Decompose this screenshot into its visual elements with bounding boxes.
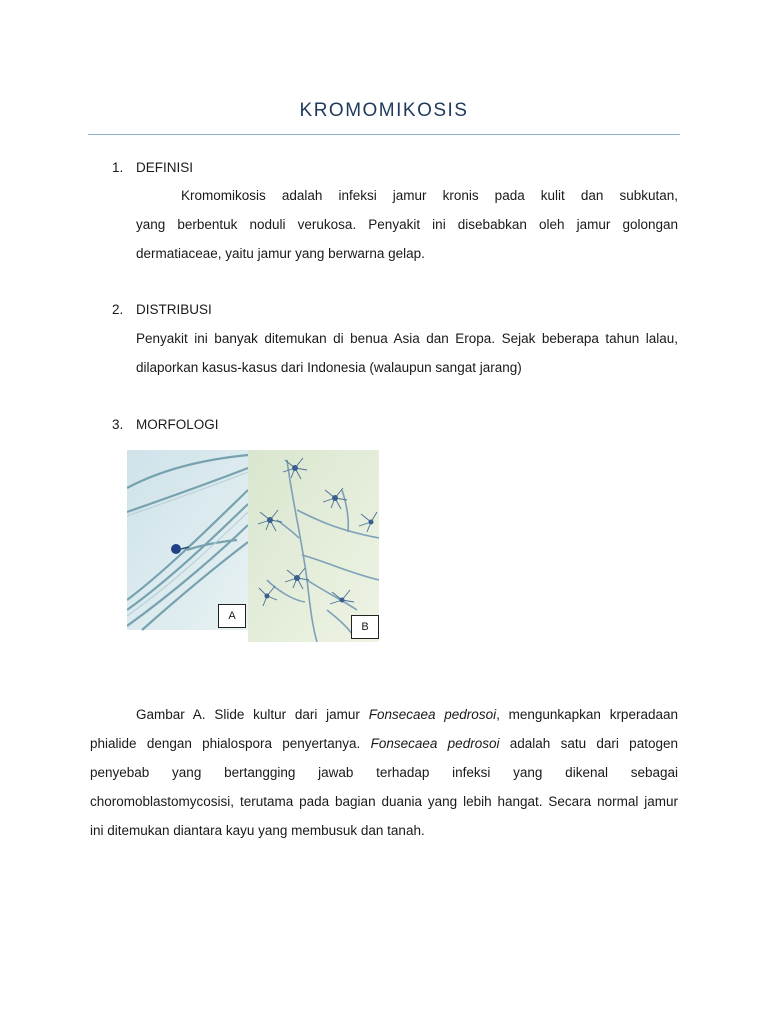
distribusi-paragraph xyxy=(136,324,678,382)
section-number: 1. xyxy=(112,160,124,175)
caption-text: Gambar A. Slide kultur dari jamur xyxy=(136,707,369,722)
species-name: Fonsecaea pedrosoi xyxy=(370,736,500,751)
paragraph-line: dermatiaceae, yaitu jamur yang berwarna gelap. xyxy=(136,246,425,261)
paragraph-line: dilaporkan kasus-kasus dari Indonesia (walaupun sangat jarang) xyxy=(136,360,522,375)
caption-text: , mengunkapkan krperadaan xyxy=(496,707,678,722)
title-divider xyxy=(88,134,680,135)
caption-text: phialide dengan phialospora penyertanya. xyxy=(90,736,371,751)
figure-label-a: A xyxy=(218,604,246,628)
figure-label-b: B xyxy=(351,615,379,639)
paragraph-line: choromoblastomycosisi, terutama pada bagian duania yang lebih hangat. Secara normal jamur xyxy=(90,794,678,809)
species-name: Fonsecaea pedrosoi xyxy=(368,707,497,722)
section-heading-morfologi: MORFOLOGI xyxy=(136,417,219,432)
section-number: 2. xyxy=(112,302,124,317)
paragraph-line xyxy=(90,700,678,729)
paragraph-line: Kromomikosis adalah infeksi jamur kronis pada kulit dan subkutan, xyxy=(181,188,678,203)
page-title: KROMOMIKOSIS xyxy=(299,100,469,121)
paragraph-line: penyebab yang bertangging jawab terhadap infeksi yang dikenal sebagai xyxy=(90,765,678,780)
microscopy-figure xyxy=(127,450,379,642)
caption-text: adalah satu dari patogen xyxy=(499,736,678,751)
microscopy-image xyxy=(127,450,379,642)
section-heading-distribusi: DISTRIBUSI xyxy=(136,302,212,317)
section-number: 3. xyxy=(112,417,124,432)
paragraph-line: yang berbentuk noduli verukosa. Penyakit ini disebabkan oleh jamur golongan xyxy=(136,217,678,232)
definisi-paragraph xyxy=(136,181,678,268)
phialospora-cluster xyxy=(171,544,181,554)
paragraph-line: ini ditemukan diantara kayu yang membusuk dan tanah. xyxy=(90,823,425,838)
figure-caption-paragraph xyxy=(90,700,678,845)
section-heading-definisi: DEFINISI xyxy=(136,160,194,175)
paragraph-line xyxy=(90,729,678,758)
panel-b-background xyxy=(248,450,379,642)
paragraph-line: Penyakit ini banyak ditemukan di benua Asia dan Eropa. Sejak beberapa tahun lalau, xyxy=(136,331,678,346)
